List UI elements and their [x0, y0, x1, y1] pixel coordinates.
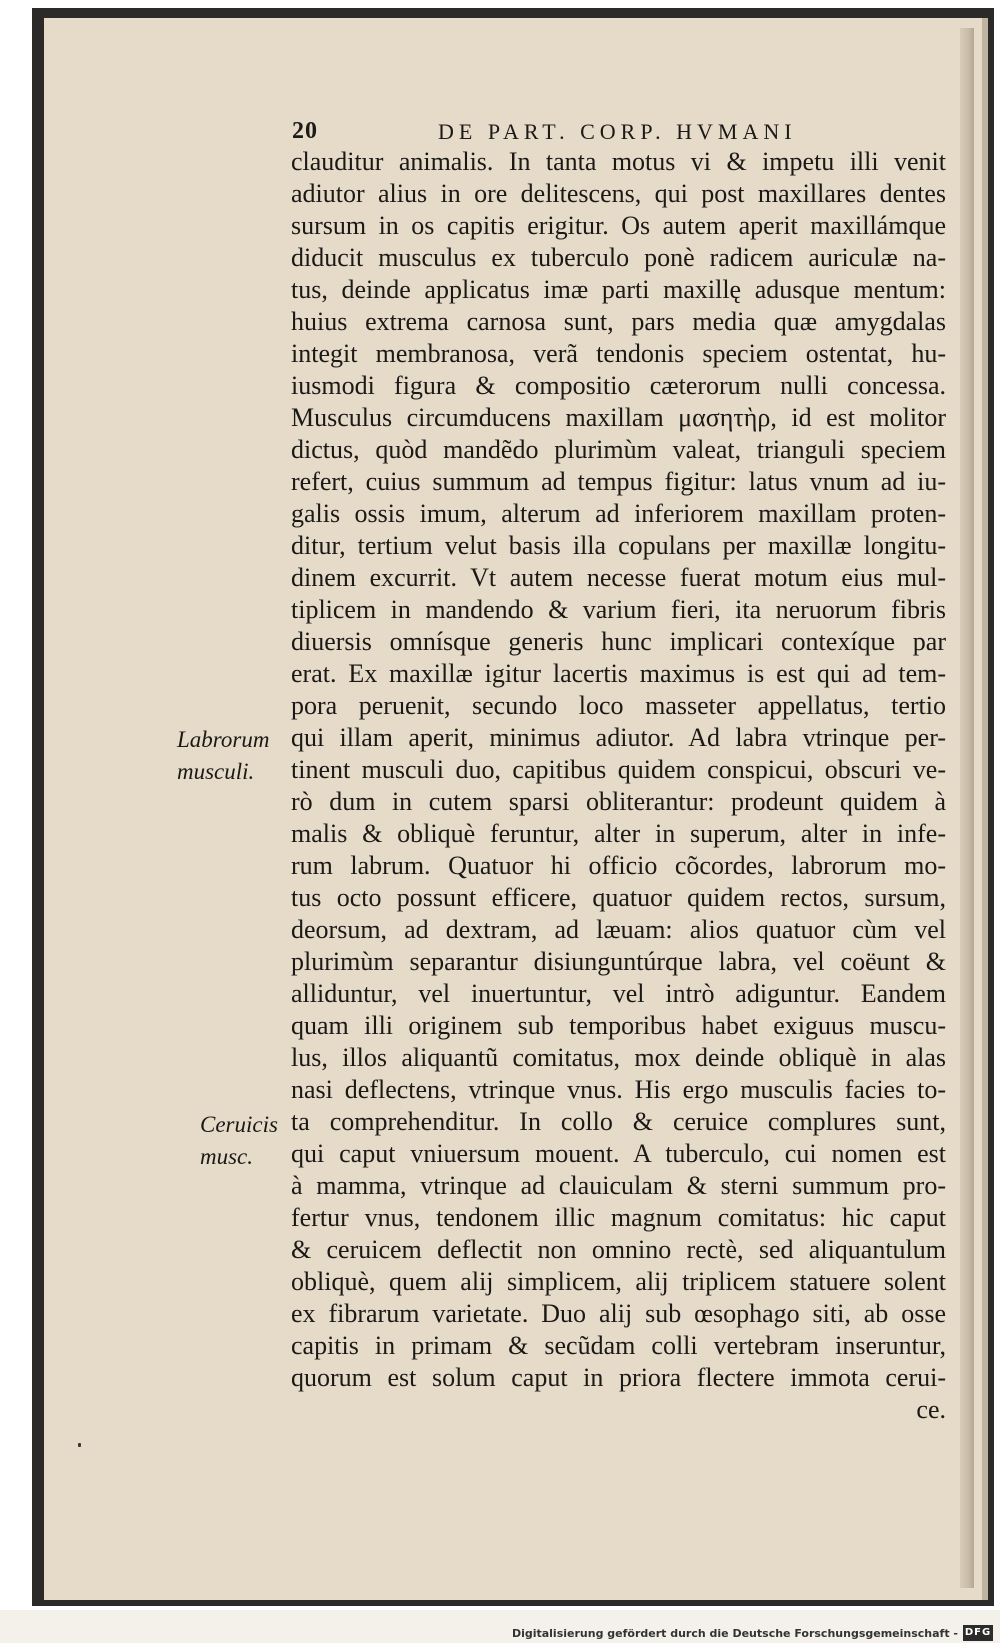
text-line: obliquè, quem alij simplicem, alij triplicem statuere solent	[291, 1267, 946, 1296]
text-line: ex fibrarum varietate. Duo alij sub œsophago siti, ab osse	[291, 1299, 946, 1328]
text-line: iusmodi figura & compositio cæterorum nulli concessa.	[291, 371, 946, 400]
footer-credit: Digitalisierung gefördert durch die Deutsche Forschungsgemeinschaft -	[511, 1627, 958, 1640]
margin-note-ceruicis	[200, 1109, 278, 1173]
margin-note-line: musculi.	[177, 759, 255, 784]
margin-note-line: musc.	[200, 1144, 254, 1169]
text-line: diducit musculus ex tuberculo ponè radicem auriculæ na-	[291, 243, 946, 272]
text-line: plurimùm separantur disiunguntúrque labra, vel coëunt &	[291, 947, 946, 976]
text-line: tus, deinde applicatus imæ parti maxillę adusque mentum:	[291, 275, 946, 304]
text-line: nasi deflectens, vtrinque vnus. His ergo musculis facies to-	[291, 1075, 946, 1104]
page-fold	[960, 28, 974, 1588]
dfg-logo: DFG	[963, 1625, 993, 1641]
text-line: integit membranosa, verã tendonis speciem ostentat, hu-	[291, 339, 946, 368]
text-line: rum labrum. Quatuor hi officio cõcordes, labrorum mo-	[291, 851, 946, 880]
text-line: lus, illos aliquantũ comitatus, mox deinde obliquè in alas	[291, 1043, 946, 1072]
text-line: à mamma, vtrinque ad clauiculam & sterni summum pro-	[291, 1171, 946, 1200]
text-line: adiutor alius in ore delitescens, qui post maxillares dentes	[291, 179, 946, 208]
running-title: DE PART. CORP. HVMANI	[438, 119, 797, 144]
text-line: tiplicem in mandendo & varium fieri, ita neruorum fibris	[291, 595, 946, 624]
text-line: clauditur animalis. In tanta motus vi & impetu illi venit	[291, 147, 946, 176]
text-line: quam illi originem sub temporibus habet exiguus muscu-	[291, 1011, 946, 1040]
text-line: erat. Ex maxillæ igitur lacertis maximus is est qui ad tem-	[291, 659, 946, 688]
text-line: Musculus circumducens maxillam μασητὴρ, id est molitor	[291, 403, 946, 432]
text-line: tinent musculi duo, capitibus quidem conspicui, obscuri ve-	[291, 755, 946, 784]
text-line: quorum est solum caput in priora flectere immota cerui-	[291, 1363, 946, 1392]
margin-note-labrorum	[177, 724, 269, 788]
text-line: refert, cuius summum ad tempus figitur: latus vnum ad iu-	[291, 467, 946, 496]
text-line: alliduntur, vel inuertuntur, vel intrò adiguntur. Eandem	[291, 979, 946, 1008]
text-line: ta comprehenditur. In collo & ceruice complures sunt,	[291, 1107, 946, 1136]
folio-number: 20	[292, 118, 318, 144]
text-line: fertur vnus, tendonem illic magnum comitatus: hic caput	[291, 1203, 946, 1232]
text-line: pora peruenit, secundo loco masseter appellatus, tertio	[291, 691, 946, 720]
text-line: sursum in os capitis erigitur. Os autem aperit maxillámque	[291, 211, 946, 240]
text-line: ditur, tertium velut basis illa copulans per maxillæ longitu-	[291, 531, 946, 560]
text-line: tus octo possunt efficere, quatuor quidem rectos, sursum,	[291, 883, 946, 912]
margin-note-line: Labrorum	[177, 727, 270, 752]
ink-speck	[78, 1443, 81, 1447]
text-line: deorsum, ad dextram, ad læuam: alios quatuor cùm vel	[291, 915, 946, 944]
text-line: huius extrema carnosa sunt, pars media quæ amygdalas	[291, 307, 946, 336]
text-line: capitis in primam & secũdam colli vertebram inseruntur,	[291, 1331, 946, 1360]
text-line: qui caput vniuersum mouent. A tuberculo, cui nomen est	[291, 1139, 946, 1168]
text-line: malis & obliquè feruntur, alter in superum, alter in infe-	[291, 819, 946, 848]
text-line: dinem excurrit. Vt autem necesse fuerat motum eius mul-	[291, 563, 946, 592]
text-line: dictus, quòd mandẽdo plurimùm valeat, trianguli speciem	[291, 435, 946, 464]
text-line: rò dum in cutem sparsi obliterantur: prodeunt quidem à	[291, 787, 946, 816]
text-line: & ceruicem deflectit non omnino rectè, sed aliquantulum	[291, 1235, 946, 1264]
text-line: ce.	[916, 1395, 946, 1424]
text-line: galis ossis imum, alterum ad inferiorem maxillam proten-	[291, 499, 946, 528]
page-header	[292, 118, 832, 148]
margin-note-line: Ceruicis	[200, 1112, 278, 1137]
text-line: qui illam aperit, minimus adiutor. Ad labra vtrinque per-	[291, 723, 946, 752]
body-text-column	[291, 146, 946, 1426]
text-line: diuersis omnísque generis hunc implicari contexíque par	[291, 627, 946, 656]
